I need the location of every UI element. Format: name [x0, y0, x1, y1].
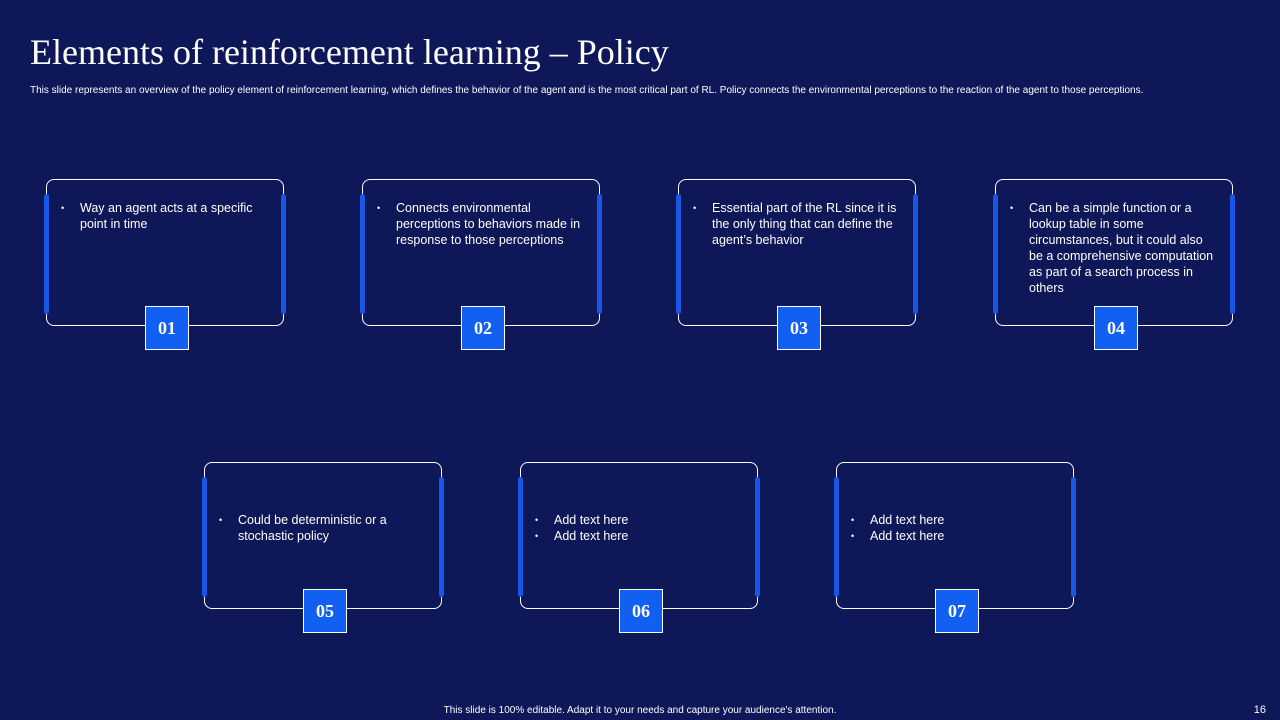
- card-bullet: • Way an agent acts at a specific point in time: [61, 200, 267, 232]
- card-accent-bar-left: [676, 194, 681, 314]
- card-bullet: • Add text here: [535, 512, 741, 528]
- card-bullet-list: [61, 200, 267, 232]
- card-accent-bar-left: [518, 477, 523, 597]
- card-accent-bar-right: [281, 194, 286, 314]
- card-accent-bar-right: [597, 194, 602, 314]
- card-number-badge: 04: [1094, 306, 1138, 350]
- slide-subtitle: This slide represents an overview of the policy element of reinforcement learning, which defines the behavior of the agent and is the most critical part of RL. Policy connects the environmental perceptions to the reaction of the agent to those perceptions.: [30, 85, 1144, 96]
- card-bullet-list: [219, 512, 425, 544]
- card-accent-bar-right: [439, 477, 444, 597]
- policy-card-3: [678, 179, 916, 338]
- page-number: 16: [1253, 704, 1266, 716]
- card-bullet: • Essential part of the RL since it is the only thing that can define the agent’s behavior: [693, 200, 899, 248]
- card-accent-bar-right: [913, 194, 918, 314]
- policy-card-4: [995, 179, 1233, 338]
- policy-card-2: [362, 179, 600, 338]
- policy-card-1: [46, 179, 284, 338]
- card-number-badge: 05: [303, 589, 347, 633]
- card-accent-bar-left: [834, 477, 839, 597]
- card-accent-bar-left: [202, 477, 207, 597]
- card-number-badge: 01: [145, 306, 189, 350]
- card-bullet-list: [1010, 200, 1216, 296]
- card-accent-bar-left: [360, 194, 365, 314]
- card-number-badge: 06: [619, 589, 663, 633]
- card-bullet-list: [535, 512, 741, 544]
- slide-title: Elements of reinforcement learning – Policy: [30, 32, 669, 72]
- card-bullet: • Add text here: [535, 528, 741, 544]
- card-bullet-list: [851, 512, 1057, 544]
- card-accent-bar-left: [993, 194, 998, 314]
- card-bullet: • Add text here: [851, 528, 1057, 544]
- card-accent-bar-right: [1230, 194, 1235, 314]
- card-bullet-list: [693, 200, 899, 248]
- card-number-badge: 02: [461, 306, 505, 350]
- footer-note: This slide is 100% editable. Adapt it to your needs and capture your audience's attention.: [443, 705, 837, 716]
- card-bullet: • Add text here: [851, 512, 1057, 528]
- card-accent-bar-right: [755, 477, 760, 597]
- policy-card-5: [204, 462, 442, 621]
- policy-card-6: [520, 462, 758, 621]
- card-bullet-list: [377, 200, 583, 248]
- card-number-badge: 03: [777, 306, 821, 350]
- card-bullet: • Could be deterministic or a stochastic policy: [219, 512, 425, 544]
- card-number-badge: 07: [935, 589, 979, 633]
- card-accent-bar-right: [1071, 477, 1076, 597]
- card-accent-bar-left: [44, 194, 49, 314]
- card-bullet: • Connects environmental perceptions to behaviors made in response to those perceptions: [377, 200, 583, 248]
- card-bullet: • Can be a simple function or a lookup table in some circumstances, but it could also be a comprehensive computation as part of a search process in others: [1010, 200, 1216, 296]
- policy-card-7: [836, 462, 1074, 621]
